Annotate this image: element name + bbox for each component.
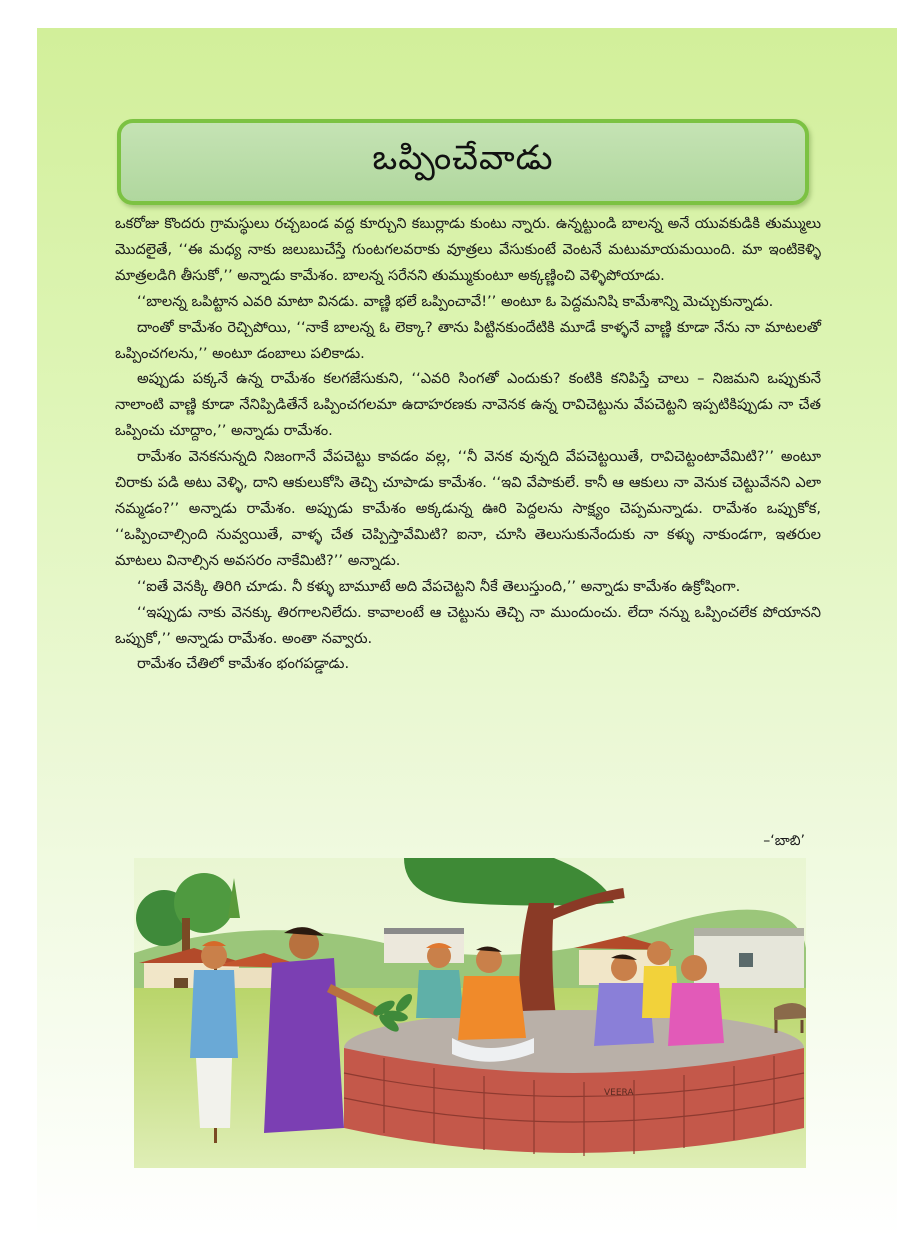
paragraph: ‘‘బాలన్న ఒపిట్టాన ఎవరి మాటా వినడు. వాణ్ణి భలే ఒప్పించావే!’’ అంటూ ఓ పెద్దమనిషి కామేశాన్ని మెచ్చుకున్నాడు. bbox=[137, 292, 774, 310]
paragraph: అప్పుడు పక్కనే ఉన్న రామేశం కలగజేసుకుని, ‘‘ఎవరి సింగతో ఎందుకు? కంటికి కనిపిస్తే చాలు – నిజమని ఒప్పుకునే నాలాంటి వాణ్ణి కూడా నేనిప్పిడితేనే ఒప్పించగలమా ఉదాహరణకు నావెనక ఉన్న రావిచెట్టును వేపచెట్టని ఇప్పటికిప్పుడు నా చేత ఒప్పించు చూద్దాం,’’ అన్నాడు రామేశం. bbox=[115, 370, 821, 440]
paragraph: ‘‘ఐతే వెనక్కి తిరిగి చూడు. నీ కళ్ళు బామూటే అది వేపచెట్టని నీకే తెలుస్తుంది,’’ అన్నాడు కామేశం ఉక్రోషింగా. bbox=[137, 577, 741, 595]
paragraph: ‘‘ఇప్పుడు నాకు వెనక్కు తిరగాలనిలేదు. కావాలంటే ఆ చెట్టును తెచ్చి నా ముందుంచు. లేదా నన్ను ఒప్పించలేక పోయానని ఒప్పుకో,’’ అన్నాడు రామేశం. అంతా నవ్వారు. bbox=[115, 603, 821, 647]
artist-signature: VEERA bbox=[604, 1088, 634, 1098]
title-box bbox=[117, 119, 809, 205]
story-page bbox=[37, 28, 897, 1238]
paragraph: దాంతో కామేశం రెచ్చిపోయి, ‘‘నాకే బాలన్న ఓ లెక్కా? తాను పిట్టినకుందేటికి మూడే కాళ్ళనే వాణ్ణి కూడా నేను నా మాటలతో ఒప్పించగలను,’’ అంటూ డంబాలు పలికాడు. bbox=[115, 318, 821, 362]
paragraph: రామేశం వెనకనున్నది నిజంగానే వేపచెట్టు కావడం వల్ల, ‘‘నీ వెనక వున్నది వేపచెట్టయితే, రావిచెట్టంటావేమిటి?’’ అంటూ చిరాకు పడి అటు వెళ్ళి, దాని ఆకులుకోసి తెచ్చి చూపాడు కామేశం. ‘‘ఇవి వేపాకులే. కానీ ఆ ఆకులు నా వెనుక చెట్టువేనని ఎలా నమ్మడం?’’ అన్నాడు రామేశం. అప్పుడు కామేశం అక్కడున్న ఊరి పెద్దలను సాక్ష్యం చెప్పమన్నాడు. రామేశం ఒప్పుకోక, ‘‘ఒప్పించాల్సింది నువ్వయితే, వాళ్ళ చేత చెప్పిస్తావేమిటి? ఐనా, చూసి తెలుసుకునేందుకు నా కళ్ళు నాకుండగా, ఇతరుల మాటలు వినాల్సిన అవసరం నాకేమిటి?’’ అన్నాడు. bbox=[115, 448, 821, 569]
village-scene-image bbox=[134, 858, 806, 1168]
paragraph: రామేశం చేతిలో కామేశం భంగపడ్డాడు. bbox=[137, 655, 350, 673]
author-signature: –‘బాబి’ bbox=[763, 833, 805, 849]
village-illustration bbox=[134, 858, 806, 1168]
paragraph: ఒకరోజు కొందరు గ్రామస్థులు రచ్చబండ వద్ద కూర్చుని కబుర్లాడు కుంటు న్నారు. ఉన్నట్టుండి బాలన్న అనే యువకుడికి తుమ్ములు మొదలైతే, ‘‘ఈ మధ్య నాకు జలుబుచేస్తే గుంటగలవరాకు వూత్రలు వేసుకుంటే వెంటనే మటుమాయమయింది. మా ఇంటికెళ్ళి మాత్రలడిగి తీసుకో,’’ అన్నాడు కామేశం. బాలన్న సరేనని తుమ్ముకుంటూ అక్కణ్ణించి వెళ్ళిపోయాడు. bbox=[115, 215, 821, 284]
story-body bbox=[115, 211, 821, 677]
story-title: ఒప్పించేవాడు bbox=[372, 138, 554, 178]
